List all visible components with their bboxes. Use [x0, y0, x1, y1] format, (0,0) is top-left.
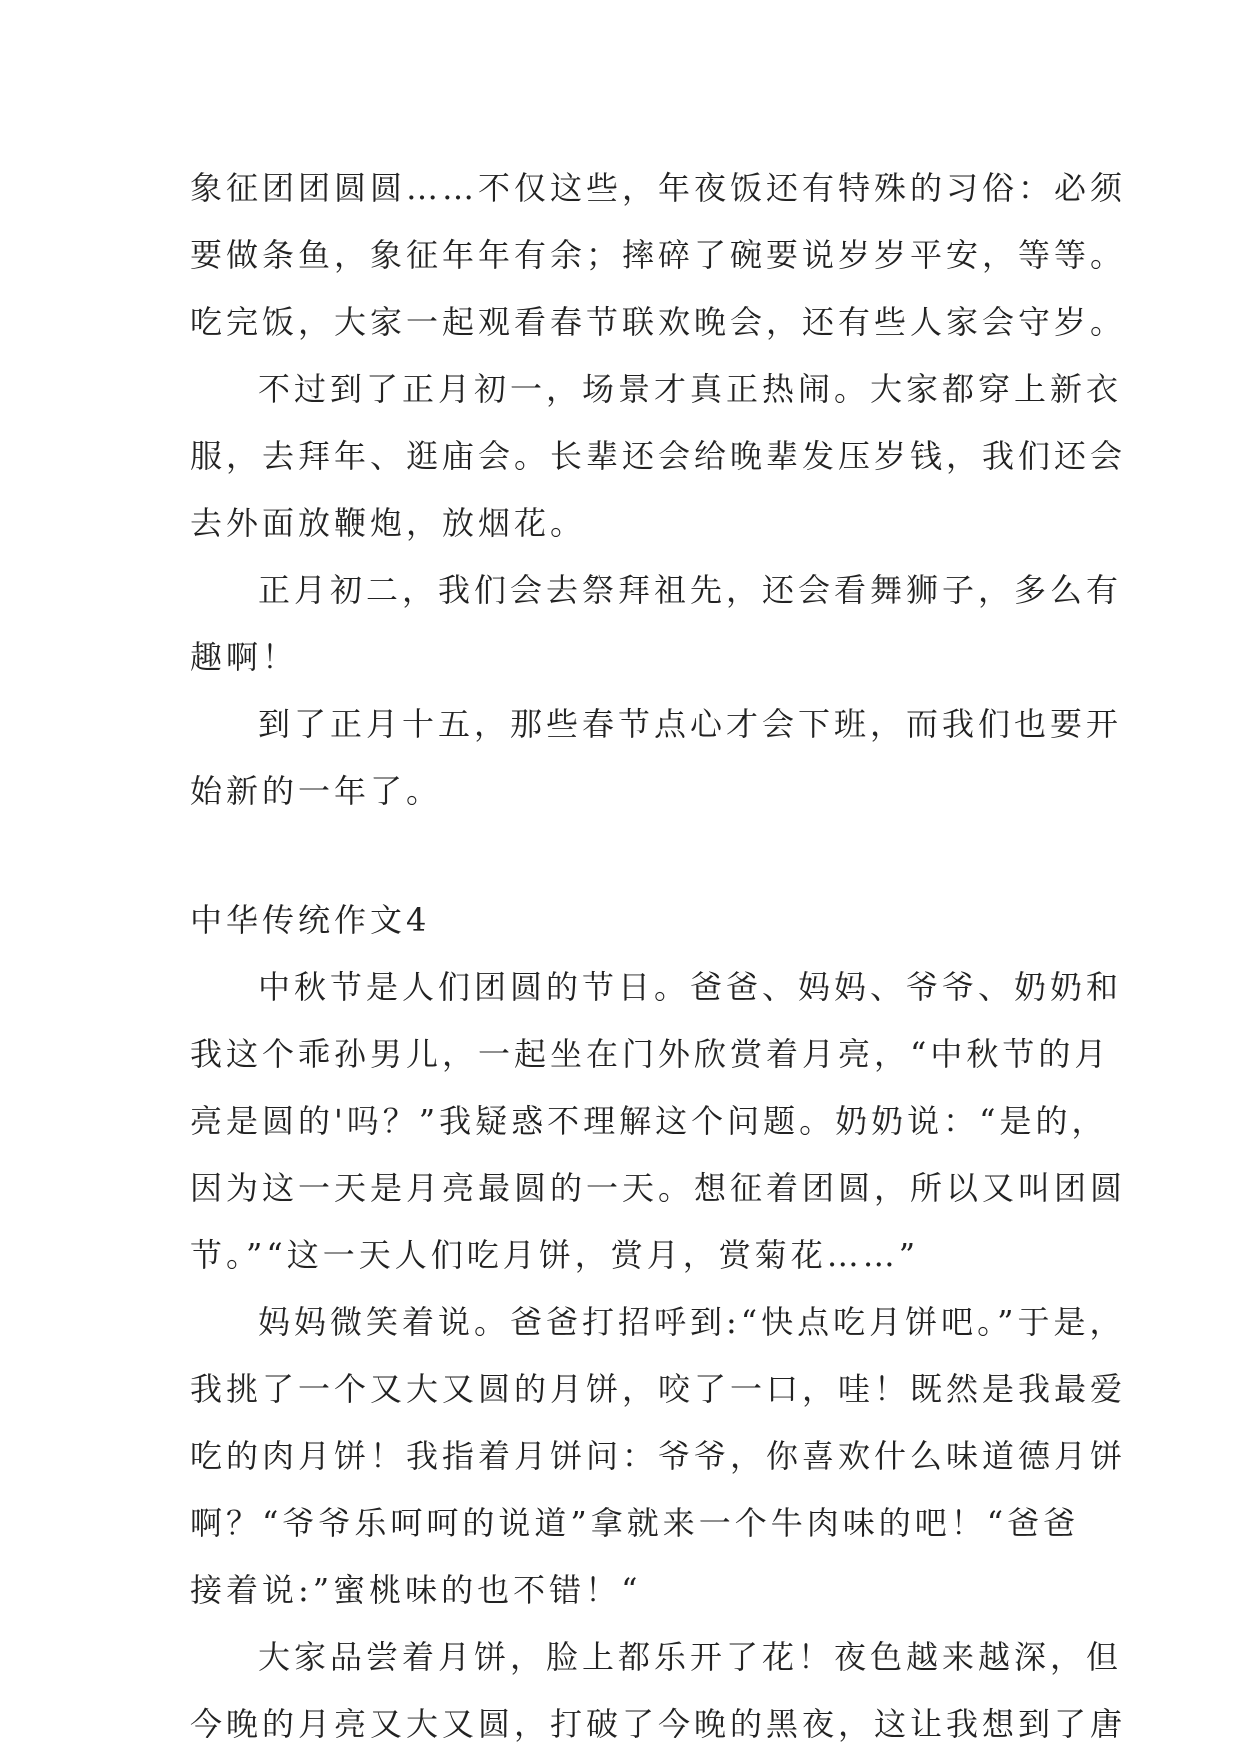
text-line: 中秋节是人们团圆的节日。爸爸、妈妈、爷爷、奶奶和: [258, 968, 1123, 1006]
text-line: 去外面放鞭炮，放烟花。: [190, 504, 587, 542]
text-line: 今晚的月亮又大又圆，打破了今晚的黑夜，这让我想到了唐: [190, 1705, 1127, 1743]
text-line: 亮是圆的'吗？”我疑惑不理解这个问题。奶奶说：“是的，: [190, 1102, 1108, 1140]
text-line: 到了正月十五，那些春节点心才会下班，而我们也要开: [258, 705, 1123, 743]
text-line: 不过到了正月初一，场景才真正热闹。大家都穿上新衣: [258, 370, 1123, 408]
section-heading: 中华传统作文4: [190, 901, 431, 939]
text-line: 妈妈微笑着说。爸爸打招呼到:“快点吃月饼吧。”于是，: [258, 1303, 1126, 1341]
text-line: 接着说:”蜜桃味的也不错！“: [190, 1571, 642, 1609]
text-line: 大家品尝着月饼，脸上都乐开了花！夜色越来越深，但: [258, 1638, 1123, 1676]
paragraph: [190, 954, 1127, 1289]
text-line: 要做条鱼，象征年年有余；摔碎了碗要说岁岁平安，等等。: [190, 236, 1127, 274]
text-line: 节。”“这一天人们吃月饼，赏月，赏菊花……”: [190, 1236, 920, 1274]
text-line: 吃的肉月饼！我指着月饼问：爷爷，你喜欢什么味道德月饼: [190, 1437, 1127, 1475]
text-line: 吃完饭，大家一起观看春节联欢晚会，还有些人家会守岁。: [190, 303, 1127, 341]
document-body: [190, 155, 1127, 1758]
text-line: 因为这一天是月亮最圆的一天。想征着团圆，所以又叫团圆: [190, 1169, 1127, 1207]
text-line: 服，去拜年、逛庙会。长辈还会给晚辈发压岁钱，我们还会: [190, 437, 1127, 475]
section-spacer: [190, 825, 1075, 887]
paragraph: [190, 691, 1123, 825]
paragraph: [190, 356, 1127, 557]
text-line: 我挑了一个又大又圆的月饼，咬了一口，哇！既然是我最爱: [190, 1370, 1127, 1408]
text-line: 正月初二，我们会去祭拜祖先，还会看舞狮子，多么有: [258, 571, 1123, 609]
paragraph: [190, 1289, 1127, 1624]
paragraph: [190, 155, 1127, 356]
text-line: 我这个乖孙男儿，一起坐在门外欣赏着月亮，“中秋节的月: [190, 1035, 1111, 1073]
text-line: 啊？“爷爷乐呵呵的说道”拿就来一个牛肉味的吧！“爸爸: [190, 1504, 1080, 1542]
paragraph: [190, 1624, 1127, 1758]
text-line: 趣啊！: [190, 638, 299, 676]
paragraph: [190, 557, 1123, 691]
text-line: 始新的一年了。: [190, 772, 443, 810]
text-line: 象征团团圆圆……不仅这些，年夜饭还有特殊的习俗：必须: [190, 169, 1127, 207]
